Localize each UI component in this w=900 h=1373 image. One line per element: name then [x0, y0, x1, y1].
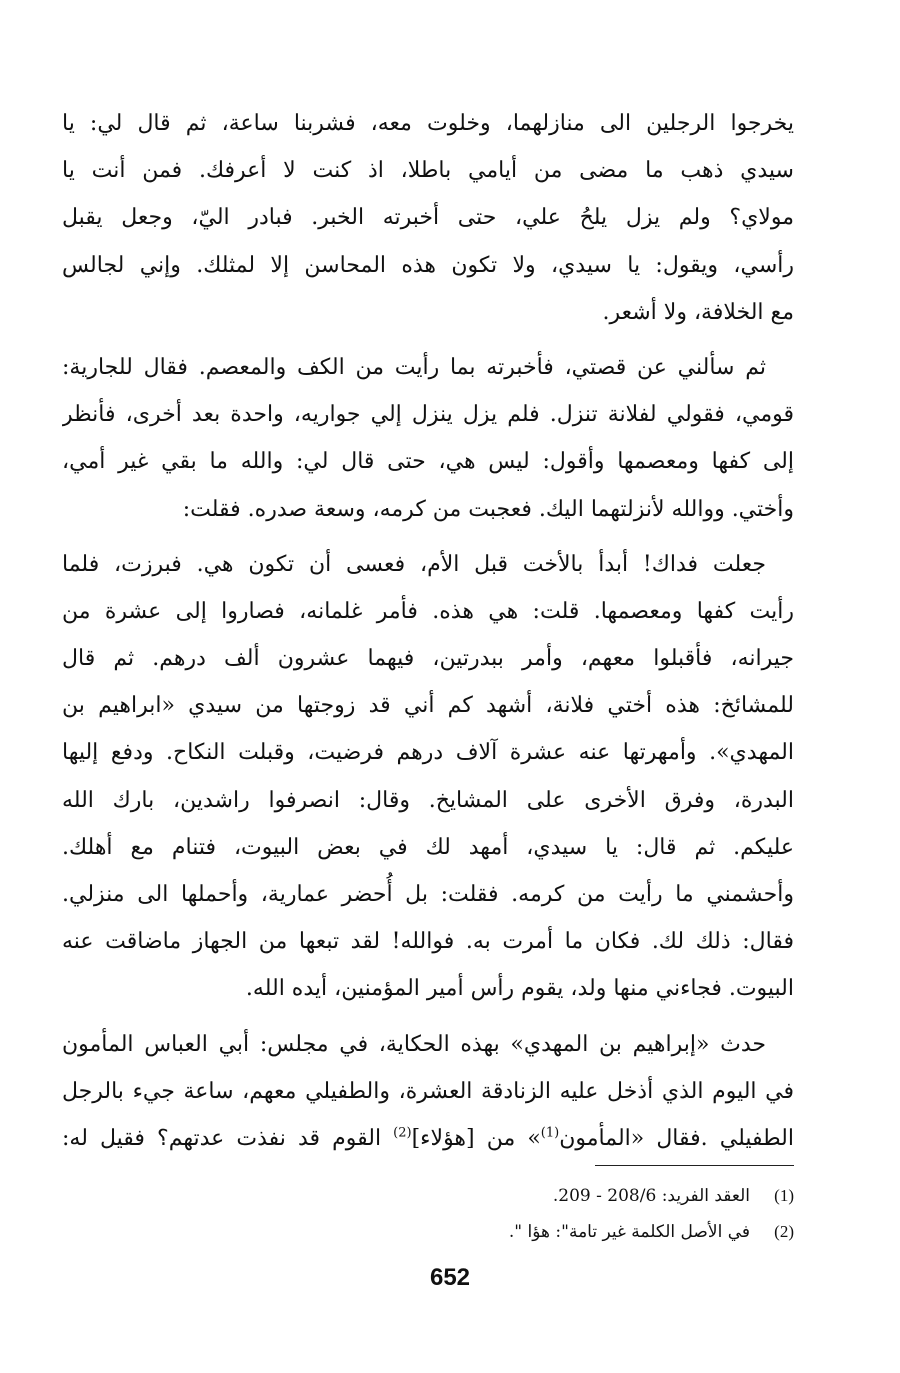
footnote-text: العقد الفريد: 208/6 - 209. — [552, 1186, 750, 1206]
text-line: حدث «إبراهيم بن المهدي» بهذه الحكاية، في مجلس: أبي العباس المأمون — [62, 1031, 766, 1057]
text-line: يخرجوا الرجلين الى منازلهما، وخلوت معه، فشربنا ساعة، ثم قال لي: يا — [62, 111, 794, 136]
paragraph-2 — [62, 344, 794, 533]
text-line: عليكم. ثم قال: يا سيدي، أمهد لك في بعض البيوت، فتنام مع أهلك. — [62, 834, 794, 860]
text-line: جعلت فداك! أبدأ بالأخت قبل الأم، فعسى أن تكون هي. فبرزت، فلما — [62, 551, 766, 577]
footnote-2 — [400, 1214, 794, 1250]
footnote-number: (1) — [774, 1186, 794, 1205]
footnote-text: في الأصل الكلمة غير تامة": هؤا ". — [508, 1222, 750, 1242]
text-segment: » من [هؤلاء] — [411, 1125, 541, 1151]
body-text — [62, 100, 794, 1162]
text-line: البدرة، وفرق الأخرى على المشايخ. وقال: انصرفوا راشدين، بارك الله — [62, 787, 794, 813]
text-line: فقال: ذلك لك. فكان ما أمرت به. فوالله! لقد تبعها من الجهاز ماضاقت عنه — [62, 929, 794, 955]
text-line: المهدي». وأمهرتها عنه عشرة آلاف درهم فرضيت، وقبلت النكاح. ودفع إليها — [62, 740, 794, 766]
footnote-reference-1: (1) — [540, 1125, 560, 1141]
text-line: رأيت كفها ومعصمها. قلت: هي هذه. فأمر غلمانه، فصاروا إلى عشرة من — [62, 598, 794, 624]
text-line: وأحشمني ما رأيت من كرمه. فقلت: بل أُحضر عمارية، وأحملها الى منزلي. — [62, 882, 794, 907]
text-line: مولاي؟ ولم يزل يلحُ علي، حتى أخبرته الخبر. فبادر اليّ، وجعل يقبل — [62, 205, 794, 231]
text-line: سيدي ذهب ما مضى من أيامي باطلا، اذ كنت لا أعرفك. فمن أنت يا — [62, 158, 794, 184]
text-segment: القوم قد نفذت عدتهم؟ فقيل له: — [62, 1125, 394, 1151]
footnote-separator — [595, 1165, 794, 1166]
text-line: إلى كفها ومعصمها وأقول: ليس هي، حتى قال لي: والله ما بقي غير أمي، — [62, 449, 794, 475]
text-line: قومي، فقولي لفلانة تنزل. فلم يزل ينزل إلي جواريه، واحدة بعد أخرى، فأنظر — [62, 402, 794, 428]
footnote-1 — [400, 1178, 794, 1214]
footnote-number: (2) — [774, 1222, 794, 1241]
text-segment: الطفيلي .فقال «المأمون — [559, 1125, 794, 1151]
text-line: البيوت. فجاءني منها ولد، يقوم رأس أمير المؤمنين، أيده الله. — [245, 976, 794, 1002]
text-line: للمشائخ: هذه أختي فلانة، أشهد كم أني قد زوجتها من سيدي «ابراهيم بن — [62, 693, 794, 719]
page-number: 652 — [429, 1264, 471, 1291]
text-line: في اليوم الذي أذخل عليه الزنادقة العشرة، والطفيلي معهم، ساعة جيء بالرجل — [62, 1078, 794, 1104]
footnote-reference-2: (2) — [393, 1125, 412, 1141]
text-line: رأسي، ويقول: يا سيدي، ولا تكون هذه المحاسن إلا لمثلك. وإني لجالس — [62, 252, 794, 278]
text-line-with-references — [62, 1115, 794, 1162]
text-line: ثم سألني عن قصتي، فأخبرته بما رأيت من الكف والمعصم. فقال للجارية: — [62, 354, 766, 380]
text-line: جيرانه، فأقبلوا معهم، وأمر ببدرتين، فيهما عشرون ألف درهم. ثم قال — [62, 646, 794, 672]
paragraph-1 — [62, 100, 794, 336]
text-line: مع الخلافة، ولا أشعر. — [602, 299, 794, 325]
text-line: وأختي. ووالله لأنزلتهما اليك. فعجبت من كرمه، وسعة صدره. فقلت: — [182, 496, 794, 522]
footnotes — [400, 1178, 794, 1250]
paragraph-4 — [62, 1021, 794, 1163]
paragraph-3 — [62, 541, 794, 1013]
